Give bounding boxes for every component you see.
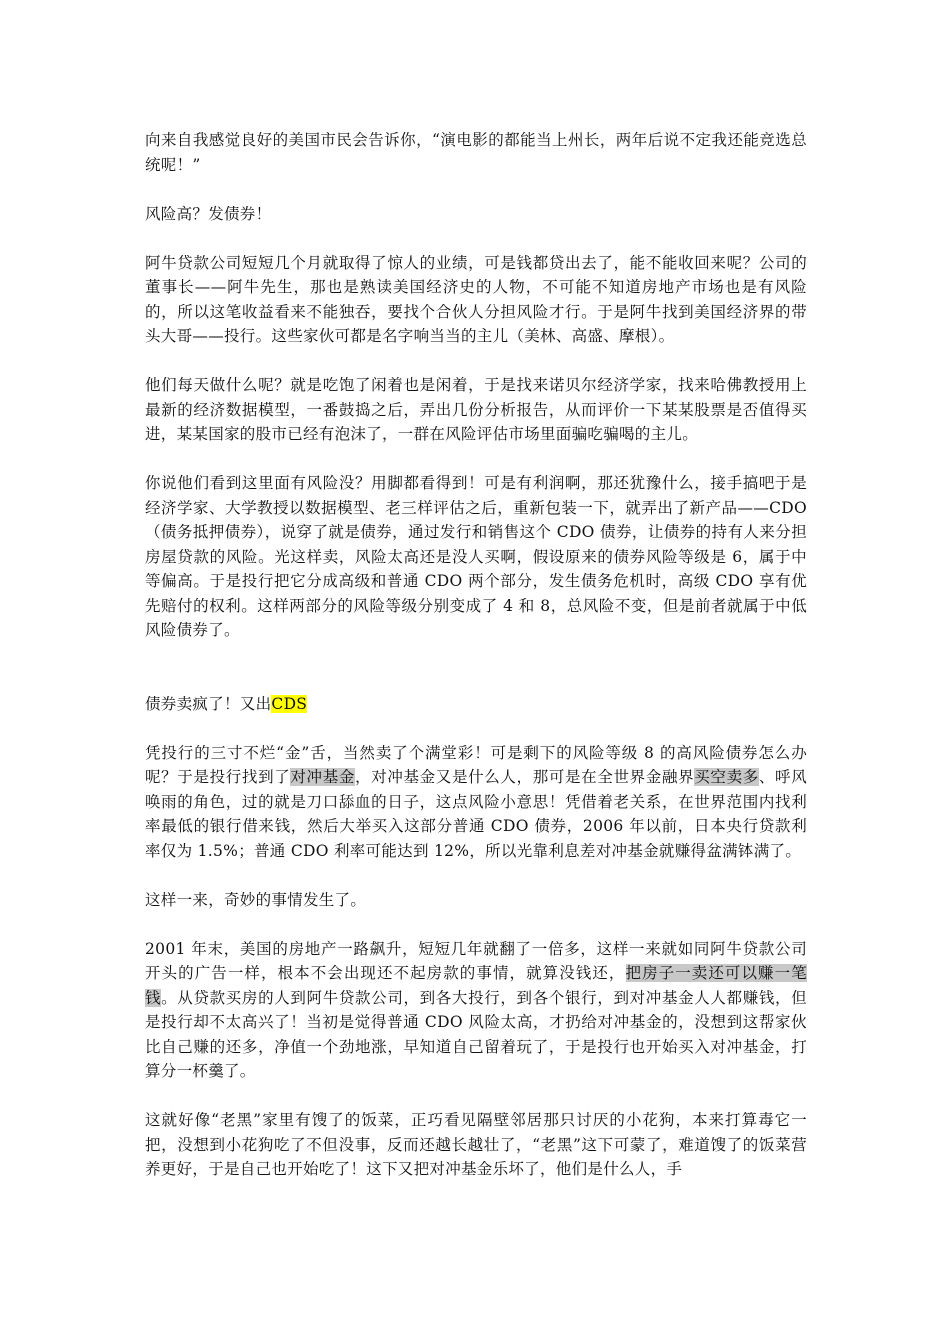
paragraph-5-text-b: ，对冲基金又是什么人，那可是在全世界金融界: [355, 768, 695, 786]
highlight-cds: CDS: [271, 694, 308, 713]
paragraph-2: 阿牛贷款公司短短几个月就取得了惊人的业绩，可是钱都贷出去了，能不能收回来呢？公司的董事长——阿牛先生，那也是熟读美国经济史的人物，不可能不知道房地产市场也是有风险的，所以这笔收益看来不能独吞，要找个合伙人分担风险才行。于是阿牛找到美国经济界的带头大哥——投行。这些家伙可都是名字响当当的主儿（美林、高盛、摩根）。: [145, 253, 807, 345]
paragraph-7: [145, 937, 807, 1084]
paragraph-8: 这就好像“老黑”家里有馊了的饭菜，正巧看见隔壁邻居那只讨厌的小花狗，本来打算毒它一把，没想到小花狗吃了不但没事，反而还越长越壮了，“老黑”这下可蒙了，难道馊了的饭菜营养更好，于是自己也开始吃了！这下又把对冲基金乐坏了，他们是什么人，手: [145, 1111, 807, 1178]
paragraph-1: 向来自我感觉良好的美国市民会告诉你，“演电影的都能当上州长，两年后说不定我还能竞选总统呢！”: [145, 131, 807, 174]
paragraph-6: 这样一来，奇妙的事情发生了。: [145, 890, 367, 909]
highlight-short-long: 买空卖多: [694, 768, 759, 786]
paragraph-3: 他们每天做什么呢？就是吃饱了闲着也是闲着，于是找来诺贝尔经济学家，找来哈佛教授用上最新的经济数据模型，一番鼓捣之后，弄出几份分析报告，从而评价一下某某股票是否值得买进，某某国家的股市已经有泡沫了，一群在风险评估市场里面骗吃骗喝的主儿。: [145, 376, 807, 443]
highlight-sell-house: 把房子一卖还可以赚一笔钱: [145, 964, 807, 1007]
paragraph-5-text-a: 凭投行的三寸不烂“金”舌，当然卖了个满堂彩！可是剩下的风险等级 8 的高风险债券怎么办呢？于是投行找到了: [145, 743, 807, 786]
paragraph-5-text-c: 、呼风唤雨的角色，过的就是刀口舔血的日子，这点风险小意思！凭借着老关系，在世界范围内找利率最低的银行借来钱，然后大举买入这部分普通 CDO 债券，2006 年以前，日本央行贷款利率仅为 1.5%；普通 CDO 利率可能达到 12%，所以光靠利息差对冲基金就赚得盆满钵满了。: [145, 768, 807, 860]
paragraph-5: [145, 741, 807, 864]
paragraph-7-text-a: 2001 年末，美国的房地产一路飙升，短短几年就翻了一倍多，这样一来就如同阿牛贷款公司开头的广告一样，根本不会出现还不起房款的事情，就算没钱还，: [145, 939, 807, 982]
section-heading-cds: [145, 692, 807, 717]
paragraph-4: 你说他们看到这里面有风险没？用脚都看得到！可是有利润啊，那还犹豫什么，接手搞吧于是经济学家、大学教授以数据模型、老三样评估之后，重新包装一下，就弄出了新产品——CDO（债务抵押债券），说穿了就是债券，通过发行和销售这个 CDO 债券，让债券的持有人来分担房屋贷款的风险。光这样卖，风险太高还是没人买啊，假设原来的债券风险等级是 6，属于中等偏高。于是投行把它分成高级和普通 CDO 两个部分，发生债务危机时，高级 CDO 享有优先赔付的权利。这样两部分的风险等级分别变成了 4 和 8，总风险不变，但是前者就属于中低风险债券了。: [145, 474, 807, 639]
heading-text: 债券卖疯了！又出: [145, 694, 272, 713]
highlight-hedge-fund: 对冲基金: [290, 768, 356, 786]
document-body: [145, 128, 807, 1206]
section-heading-risk: 风险高？发债券！: [145, 204, 272, 223]
paragraph-7-text-b: 。从贷款买房的人到阿牛贷款公司，到各大投行，到各个银行，到对冲基金人人都赚钱，但是投行却不太高兴了！当初是觉得普通 CDO 风险太高，才扔给对冲基金的，没想到这帮家伙比自己赚的还多，净值一个劲地涨，早知道自己留着玩了，于是投行也开始买入对冲基金，打算分一杯羹了。: [145, 988, 807, 1080]
